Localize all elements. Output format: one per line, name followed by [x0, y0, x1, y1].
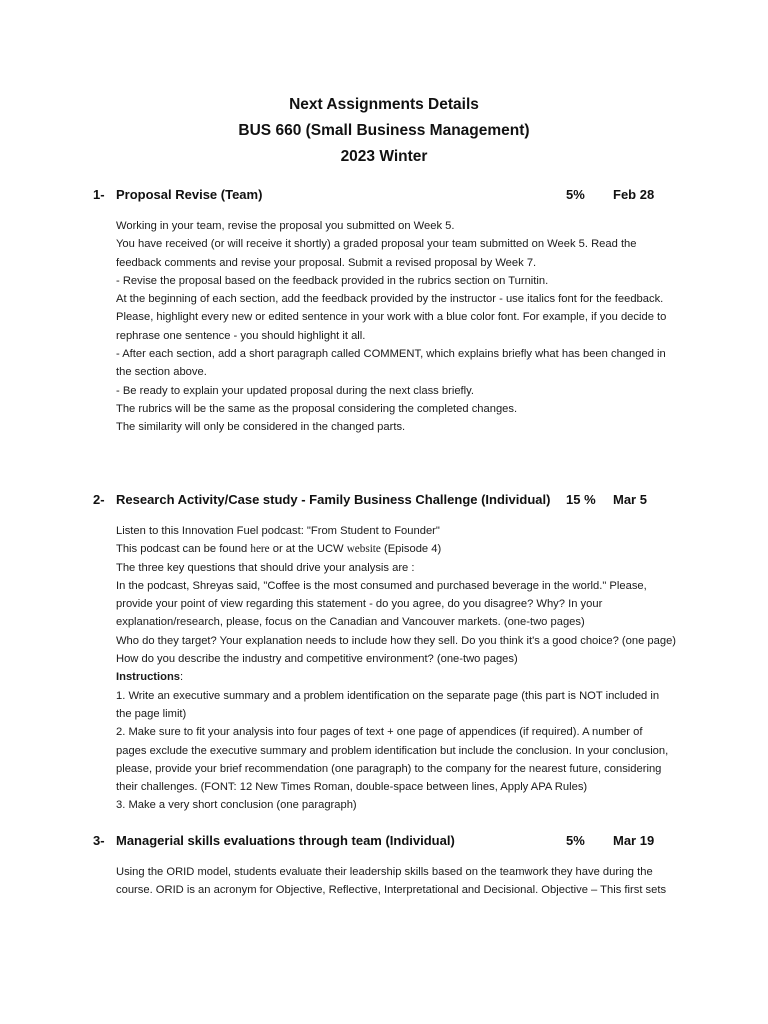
instructions-label: Instructions	[116, 671, 181, 684]
body-line: Listen to this Innovation Fuel podcast: "From Student to Founder"	[116, 525, 440, 537]
body-line: rephrase one sentence - you should highlight it all.	[116, 329, 366, 342]
section-title: Managerial skills evaluations through team (Individual)	[116, 833, 455, 848]
section-heading	[0, 492, 768, 514]
title-line-course: BUS 660 (Small Business Management)	[238, 122, 530, 139]
body-line: Please, highlight every new or edited sentence in your work with a blue color font. For example, if you decide to	[116, 311, 667, 324]
body-line: The three key questions that should drive your analysis are :	[116, 561, 415, 574]
body-line: Who do they target? Your explanation needs to include how they sell. Do you think it's a good choice? (one page)	[116, 634, 677, 647]
section-due-date: Feb 28	[613, 187, 655, 202]
body-line: feedback comments and revise your proposal. Submit a revised proposal by Week 7.	[116, 256, 537, 269]
body-line: - Revise the proposal based on the feedback provided in the rubrics section on Turnitin.	[116, 274, 549, 287]
podcast-link-here[interactable]: here	[250, 543, 270, 556]
body-line: the section above.	[116, 366, 207, 379]
section-body	[116, 863, 696, 900]
section-due-date: Mar 5	[613, 492, 647, 507]
section-weight: 5%	[566, 833, 585, 848]
body-line: Working in your team, revise the proposal you submitted on Week 5.	[116, 220, 455, 232]
body-line: the page limit)	[116, 707, 187, 720]
body-line: provide your point of view regarding this statement - do you agree, do you disagree? Why? In your	[116, 598, 603, 611]
body-line	[116, 540, 696, 558]
title-line-assignments: Next Assignments Details	[289, 96, 479, 113]
section-weight: 5%	[566, 187, 585, 202]
section-heading	[0, 187, 768, 209]
body-line: Using the ORID model, students evaluate their leadership skills based on the teamwork they have during the	[116, 866, 653, 878]
section-body	[116, 522, 696, 815]
body-line: In the podcast, Shreyas said, "Coffee is the most consumed and purchased beverage in the world." Please,	[116, 579, 647, 592]
document-title	[0, 92, 768, 170]
body-text: This podcast can be found	[116, 543, 251, 556]
section-number: 2-	[93, 492, 105, 507]
body-line: course. ORID is an acronym for Objective, Reflective, Interpretational and Decisional. Objective – This first sets	[116, 884, 667, 897]
body-text: (Episode 4)	[380, 543, 442, 556]
body-text: :	[180, 671, 184, 684]
section-research-activity	[0, 492, 768, 815]
section-weight: 15 %	[566, 492, 596, 507]
body-text: or at the UCW	[269, 543, 347, 556]
body-line: 2. Make sure to fit your analysis into four pages of text + one page of appendices (if required). A number of	[116, 726, 643, 739]
body-line: The similarity will only be considered in the changed parts.	[116, 421, 406, 434]
body-line: At the beginning of each section, add the feedback provided by the instructor - use italics font for the feedback.	[116, 293, 664, 306]
section-title: Research Activity/Case study - Family Business Challenge (Individual)	[116, 492, 551, 507]
body-line: How do you describe the industry and competitive environment? (one-two pages)	[116, 653, 518, 666]
body-line	[116, 668, 696, 686]
body-line: explanation/research, please, focus on the Canadian and Vancouver markets. (one-two pages)	[116, 616, 585, 629]
body-line: their challenges. (FONT: 12 New Times Roman, double-space between lines, Apply APA Rules)	[116, 781, 588, 794]
section-managerial-skills	[0, 833, 768, 900]
body-line: - After each section, add a short paragraph called COMMENT, which explains briefly what has been changed in	[116, 348, 666, 361]
section-body	[116, 217, 696, 437]
section-heading	[0, 833, 768, 855]
body-line: 1. Write an executive summary and a problem identification on the separate page (this part is NOT included in	[116, 689, 660, 702]
section-due-date: Mar 19	[613, 833, 655, 848]
title-line-term: 2023 Winter	[340, 148, 428, 165]
ucw-website-link[interactable]: website	[346, 543, 381, 556]
section-number: 3-	[93, 833, 105, 848]
section-number: 1-	[93, 187, 105, 202]
section-proposal-revise	[0, 187, 768, 437]
body-line: 3. Make a very short conclusion (one paragraph)	[116, 799, 357, 812]
body-line: The rubrics will be the same as the proposal considering the completed changes.	[116, 402, 518, 415]
body-line: please, provide your brief recommendation (one paragraph) to the company for the nearest future, considering	[116, 762, 662, 775]
body-line: - Be ready to explain your updated proposal during the next class briefly.	[116, 384, 474, 397]
body-line: You have received (or will receive it shortly) a graded proposal your team submitted on Week 5. Read the	[116, 238, 637, 251]
body-line: pages exclude the executive summary and problem identification but include the conclusion. In your conclusion,	[116, 744, 669, 757]
section-title: Proposal Revise (Team)	[116, 187, 263, 202]
